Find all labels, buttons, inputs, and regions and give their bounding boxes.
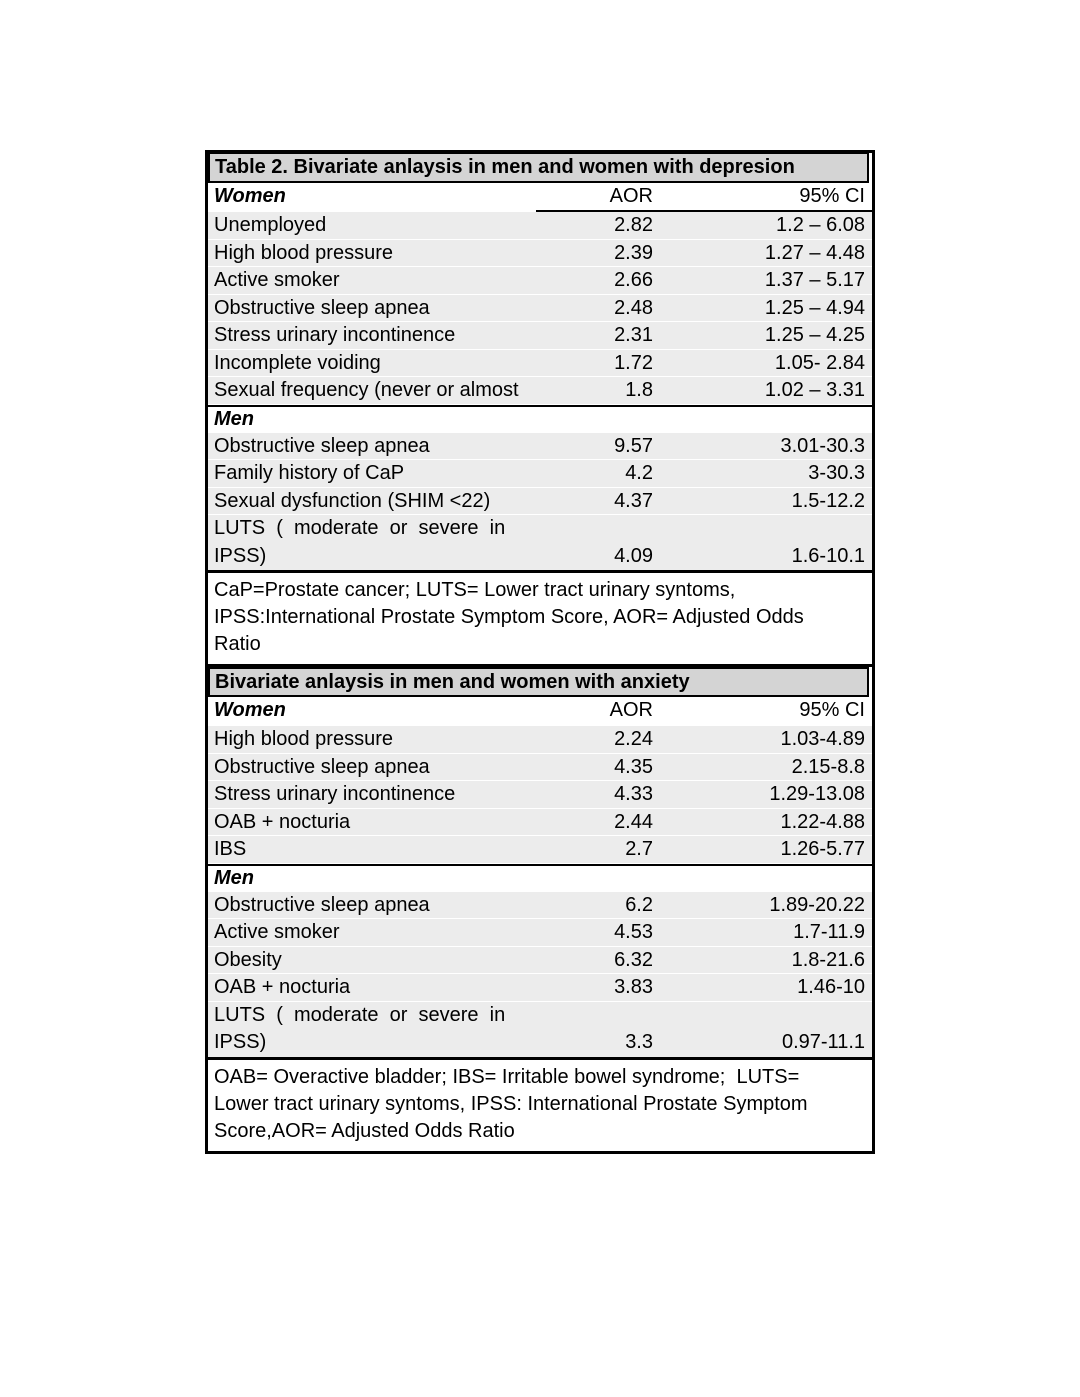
row-ci: 1.22-4.88	[780, 810, 865, 833]
row-aor: 4.37	[614, 489, 653, 512]
row-label: Family history of CaP	[214, 462, 405, 484]
row-label-line2: IPSS)	[214, 1031, 267, 1053]
table-row	[208, 726, 872, 754]
row-ci: 1.6-10.1	[791, 544, 865, 567]
table-row	[208, 240, 872, 268]
table-row-luts	[208, 1002, 872, 1057]
row-aor: 4.33	[614, 783, 653, 805]
table-row	[208, 267, 872, 295]
row-aor: 2.66	[614, 269, 653, 291]
anxiety-footnote	[208, 1057, 872, 1151]
row-label: Sexual dysfunction (SHIM <22)	[214, 489, 491, 512]
row-aor: 2.31	[614, 324, 653, 346]
table-row	[208, 974, 872, 1002]
column-header-ci: 95% CI	[799, 185, 865, 207]
group-header-women: Women	[214, 699, 286, 721]
row-ci: 1.25 – 4.25	[764, 324, 865, 346]
table-row	[208, 836, 872, 864]
footnote-line: Ratio	[214, 633, 261, 655]
table-row	[208, 212, 872, 240]
footnote-line: IPSS:International Prostate Symptom Score, AOR= Adjusted Odds	[214, 606, 804, 628]
row-aor: 2.82	[614, 214, 653, 236]
row-aor: 4.35	[614, 755, 653, 778]
row-ci: 1.2 – 6.08	[776, 214, 865, 236]
table-row	[208, 919, 872, 947]
row-ci: 1.89-20.22	[769, 893, 865, 916]
row-aor: 4.53	[614, 921, 653, 943]
row-aor: 2.24	[614, 728, 653, 750]
table-row	[208, 377, 872, 405]
group-header-men: Men	[208, 864, 872, 892]
row-label: Stress urinary incontinence	[214, 324, 456, 346]
row-aor: 4.09	[614, 544, 653, 567]
row-label-line1: LUTS ( moderate or severe in	[214, 517, 506, 539]
group-header-women: Women	[214, 185, 286, 207]
anxiety-table-title: Bivariate anlaysis in men and women with anxiety	[208, 667, 869, 697]
row-label-line1: LUTS ( moderate or severe in	[214, 1003, 506, 1026]
table-row	[208, 781, 872, 809]
footnote-line: OAB= Overactive bladder; IBS= Irritable bowel syndrome; LUTS=	[214, 1065, 800, 1088]
table-row	[208, 350, 872, 378]
row-aor: 1.72	[614, 351, 653, 374]
row-aor: 2.7	[625, 838, 653, 860]
table-row	[208, 892, 872, 920]
depression-column-header-row	[208, 183, 872, 212]
row-label: Stress urinary incontinence	[214, 783, 456, 805]
row-label: Incomplete voiding	[214, 351, 381, 374]
row-label: Active smoker	[214, 269, 340, 291]
row-label: Unemployed	[214, 214, 327, 236]
row-ci: 1.37 – 5.17	[764, 269, 865, 291]
row-ci: 1.29-13.08	[769, 783, 865, 805]
row-ci: 0.97-11.1	[781, 1031, 865, 1053]
row-ci: 3.01-30.3	[780, 434, 865, 457]
footnote-line: CaP=Prostate cancer; LUTS= Lower tract urinary syntoms,	[214, 579, 736, 601]
table-row	[208, 295, 872, 323]
row-label-line2: IPSS)	[214, 544, 267, 567]
table-row	[208, 433, 872, 461]
row-label: Sexual frequency (never or almost	[214, 379, 519, 401]
row-label: Obesity	[214, 948, 282, 971]
row-aor: 6.32	[614, 948, 653, 971]
row-ci: 1.8-21.6	[791, 948, 865, 971]
row-ci: 1.46-10	[797, 976, 865, 998]
row-label: High blood pressure	[214, 241, 393, 264]
row-aor: 3.3	[625, 1031, 653, 1053]
row-label: Obstructive sleep apnea	[214, 893, 430, 916]
row-aor: 3.83	[614, 976, 653, 998]
depression-footnote	[208, 570, 872, 667]
table-row	[208, 488, 872, 516]
row-aor: 9.57	[614, 434, 653, 457]
row-ci: 1.25 – 4.94	[764, 296, 865, 319]
column-header-ci: 95% CI	[799, 699, 865, 721]
row-aor: 2.44	[614, 810, 653, 833]
table-row	[208, 947, 872, 975]
row-aor: 2.48	[614, 296, 653, 319]
row-label: High blood pressure	[214, 728, 393, 750]
row-ci: 1.26-5.77	[780, 838, 865, 860]
row-ci: 2.15-8.8	[791, 755, 865, 778]
row-label: OAB + nocturia	[214, 810, 351, 833]
row-label: Active smoker	[214, 921, 340, 943]
row-label: Obstructive sleep apnea	[214, 434, 430, 457]
row-aor: 1.8	[625, 379, 653, 401]
row-label: Obstructive sleep apnea	[214, 296, 430, 319]
row-label: OAB + nocturia	[214, 976, 351, 998]
row-label: Obstructive sleep apnea	[214, 755, 430, 778]
footnote-line: Lower tract urinary syntoms, IPSS: International Prostate Symptom	[214, 1092, 808, 1115]
column-header-aor: AOR	[609, 185, 653, 207]
row-aor: 4.2	[625, 462, 653, 484]
table-row	[208, 809, 872, 837]
row-label: IBS	[214, 838, 247, 860]
depression-table-title: Table 2. Bivariate anlaysis in men and women with depresion	[208, 153, 869, 183]
group-header-men: Men	[208, 405, 872, 433]
footnote-line: Score,AOR= Adjusted Odds Ratio	[214, 1119, 515, 1142]
row-ci: 1.7-11.9	[793, 921, 865, 943]
row-aor: 6.2	[625, 893, 653, 916]
table-row	[208, 322, 872, 350]
row-ci: 1.27 – 4.48	[764, 241, 865, 264]
row-ci: 1.02 – 3.31	[764, 379, 865, 401]
table-row	[208, 460, 872, 488]
row-ci: 3-30.3	[808, 462, 865, 484]
anxiety-column-header-row	[208, 697, 872, 726]
row-ci: 1.03-4.89	[780, 728, 865, 750]
row-aor: 2.39	[614, 241, 653, 264]
column-header-aor: AOR	[609, 699, 653, 721]
row-ci: 1.5-12.2	[791, 489, 865, 512]
row-ci: 1.05- 2.84	[774, 351, 865, 374]
table-row-luts	[208, 515, 872, 570]
table-2	[205, 150, 875, 1154]
table-row	[208, 754, 872, 782]
